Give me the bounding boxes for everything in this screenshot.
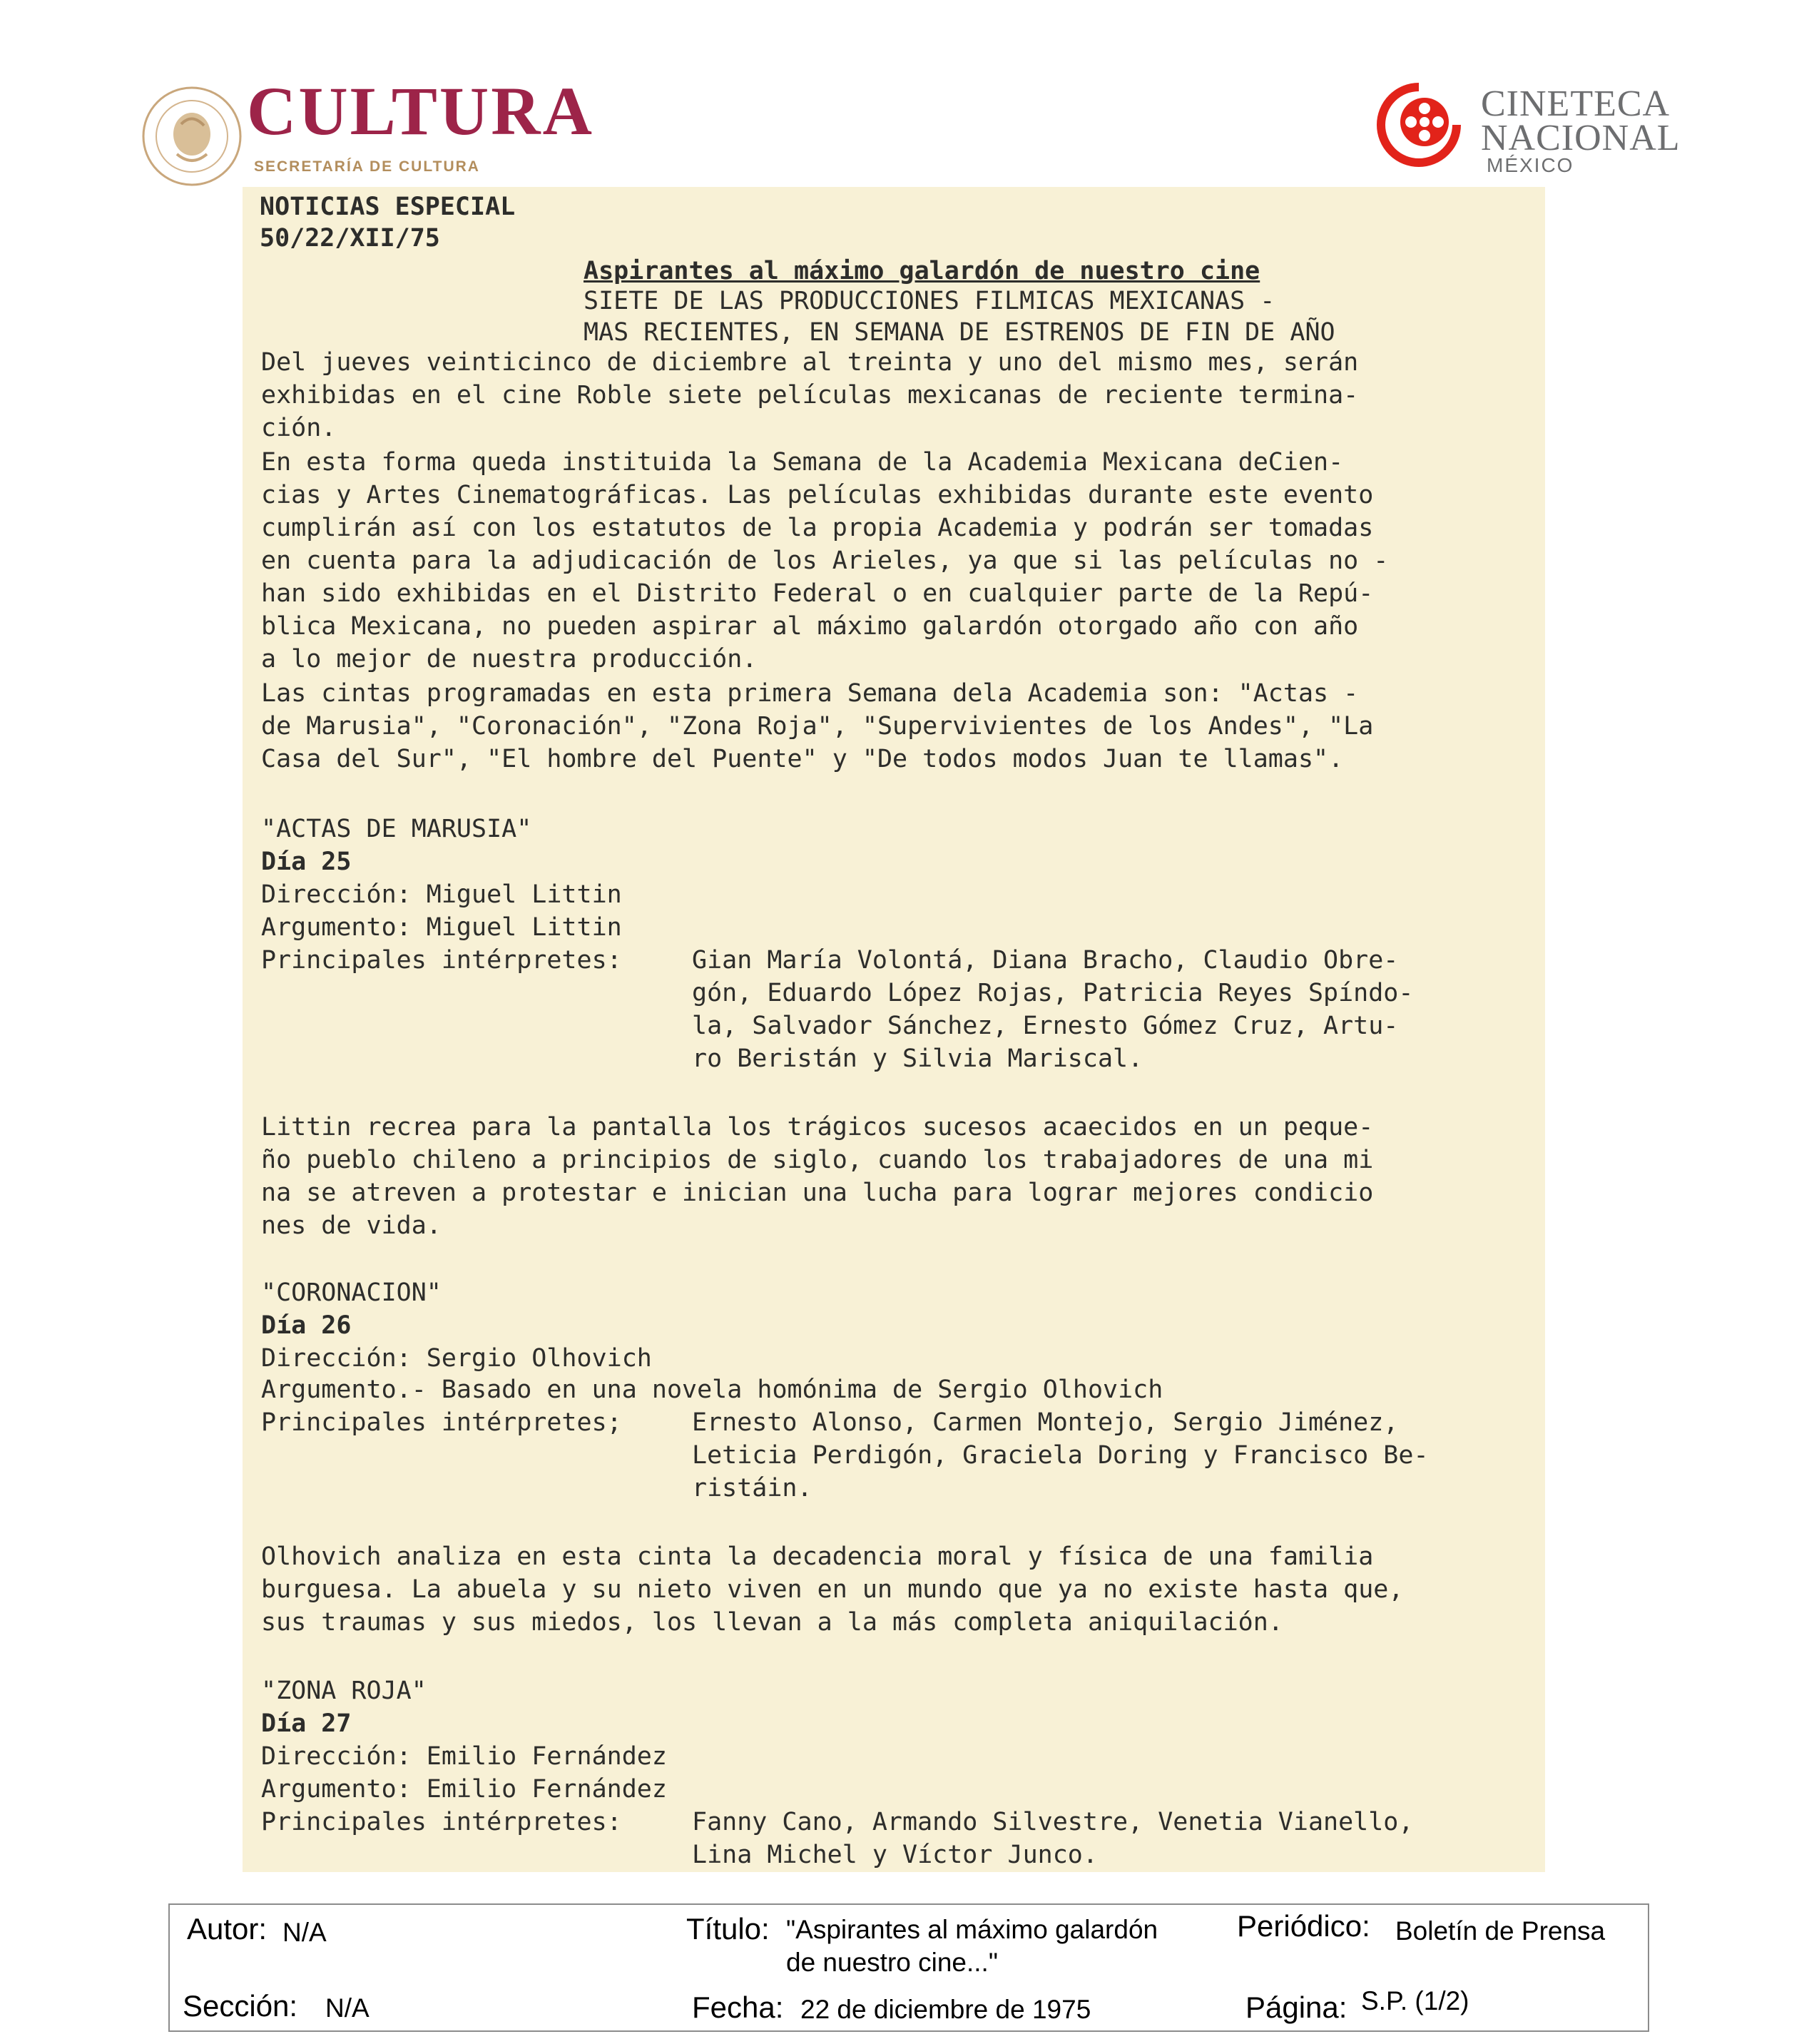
intro-line: Las cintas programadas en esta primera Semana dela Academia son: "Actas -: [261, 679, 1359, 708]
film-cast-label: Principales intérpretes;: [261, 1408, 622, 1437]
film-title: "CORONACION": [261, 1278, 442, 1307]
cineteca-line-2: NACIONAL: [1481, 118, 1681, 158]
bulletin-stamp-label: NOTICIAS ESPECIAL: [260, 193, 516, 221]
film-day: Día 26: [261, 1311, 352, 1340]
intro-line: en cuenta para la adjudicación de los Arieles, ya que si las películas no -: [261, 546, 1389, 575]
scanned-press-bulletin: [243, 187, 1545, 1872]
film-cast-label: Principales intérpretes:: [261, 946, 622, 975]
film-writer: Argumento.- Basado en una novela homónima de Sergio Olhovich: [261, 1376, 1163, 1404]
film-cast-line: Lina Michel y Víctor Junco.: [692, 1841, 1098, 1869]
autor-label: Autor:: [187, 1912, 268, 1946]
film-synopsis-line: Olhovich analiza en esta cinta la decadencia moral y física de una familia: [261, 1542, 1374, 1571]
cineteca-line-1: CINETECA: [1481, 83, 1671, 124]
periodico-label: Periódico:: [1237, 1909, 1370, 1943]
intro-line: Casa del Sur", "El hombre del Puente" y "De todos modos Juan te llamas".: [261, 745, 1344, 773]
film-title: "ZONA ROJA": [261, 1677, 427, 1705]
titulo-value-line-2: de nuestro cine...": [786, 1948, 998, 1977]
fecha-label: Fecha:: [692, 1990, 784, 2024]
titulo-label: Título:: [686, 1912, 770, 1946]
film-writer: Argumento: Emilio Fernández: [261, 1775, 667, 1804]
film-synopsis-line: burguesa. La abuela y su nieto viven en un mundo que ya no existe hasta que,: [261, 1575, 1404, 1604]
intro-line: han sido exhibidas en el Distrito Federal o en cualquier parte de la Repú-: [261, 579, 1374, 608]
intro-line: exhibidas en el cine Roble siete películas mexicanas de reciente termina-: [261, 381, 1359, 410]
film-day: Día 25: [261, 848, 352, 876]
film-synopsis-line: na se atreven a protestar e inician una lucha para lograr mejores condicio: [261, 1179, 1374, 1207]
seccion-value: N/A: [325, 1993, 370, 2023]
intro-line: a lo mejor de nuestra producción.: [261, 645, 758, 673]
mexican-coat-of-arms-seal-icon: [140, 84, 244, 188]
cineteca-nacional-logo-text: [1481, 83, 1681, 158]
cultura-logo-text: CULTURA: [247, 73, 594, 149]
pagina-value: S.P. (1/2): [1361, 1986, 1469, 2015]
film-writer: Argumento: Miguel Littin: [261, 913, 622, 942]
film-synopsis-line: ño pueblo chileno a principios de siglo, cuando los trabajadores de una mi: [261, 1146, 1374, 1174]
seccion-label: Sección:: [183, 1989, 298, 2023]
archive-metadata-box: [168, 1903, 1649, 2032]
film-day: Día 27: [261, 1709, 352, 1738]
bulletin-stamp-number: 50/22/XII/75: [260, 224, 440, 253]
intro-line: ción.: [261, 414, 337, 442]
intro-line: cumplirán así con los estatutos de la propia Academia y podrán ser tomadas: [261, 514, 1374, 542]
film-cast-line: Leticia Perdigón, Graciela Doring y Francisco Be-: [692, 1441, 1429, 1470]
headline: Aspirantes al máximo galardón de nuestro cine: [584, 257, 1260, 285]
film-cast-line: ro Beristán y Silvia Mariscal.: [692, 1044, 1143, 1073]
periodico-value: Boletín de Prensa: [1395, 1916, 1606, 1946]
intro-line: de Marusia", "Coronación", "Zona Roja", "Supervivientes de los Andes", "La: [261, 712, 1374, 741]
film-cast-label: Principales intérpretes:: [261, 1808, 622, 1836]
pagina-label: Página:: [1245, 1990, 1347, 2024]
intro-line: En esta forma queda instituida la Semana de la Academia Mexicana deCien-: [261, 448, 1344, 477]
film-cast-line: Ernesto Alonso, Carmen Montejo, Sergio Jiménez,: [692, 1408, 1399, 1437]
cineteca-film-reel-icon: [1377, 83, 1461, 167]
film-cast-line: gón, Eduardo López Rojas, Patricia Reyes Spíndo-: [692, 979, 1414, 1007]
cineteca-country-label: MÉXICO: [1487, 154, 1574, 176]
autor-value: N/A: [282, 1918, 327, 1947]
intro-line: cias y Artes Cinematográficas. Las películas exhibidas durante este evento: [261, 481, 1374, 509]
film-synopsis-line: Littin recrea para la pantalla los trágicos sucesos acaecidos en un peque-: [261, 1113, 1374, 1142]
secretaria-de-cultura-subtitle: SECRETARÍA DE CULTURA: [254, 158, 480, 175]
film-cast-line: la, Salvador Sánchez, Ernesto Gómez Cruz, Artu-: [692, 1012, 1399, 1040]
subheadline-2: MAS RECIENTES, EN SEMANA DE ESTRENOS DE FIN DE AÑO: [584, 318, 1335, 347]
film-synopsis-line: nes de vida.: [261, 1211, 442, 1240]
film-director: Dirección: Miguel Littin: [261, 880, 622, 909]
film-director: Dirección: Sergio Olhovich: [261, 1344, 652, 1373]
titulo-value-line-1: "Aspirantes al máximo galardón: [786, 1915, 1158, 1944]
film-cast-line: ristáin.: [692, 1474, 812, 1503]
subheadline-1: SIETE DE LAS PRODUCCIONES FILMICAS MEXICANAS -: [584, 287, 1275, 315]
film-cast-line: Gian María Volontá, Diana Bracho, Claudio Obre-: [692, 946, 1399, 975]
intro-line: Del jueves veinticinco de diciembre al treinta y uno del mismo mes, serán: [261, 348, 1359, 377]
film-title: "ACTAS DE MARUSIA": [261, 815, 532, 843]
fecha-value: 22 de diciembre de 1975: [800, 1995, 1091, 2024]
film-cast-line: Fanny Cano, Armando Silvestre, Venetia Vianello,: [692, 1808, 1414, 1836]
film-director: Dirección: Emilio Fernández: [261, 1742, 667, 1771]
intro-line: blica Mexicana, no pueden aspirar al máximo galardón otorgado año con año: [261, 612, 1359, 641]
film-synopsis-line: sus traumas y sus miedos, los llevan a la más completa aniquilación.: [261, 1608, 1283, 1637]
